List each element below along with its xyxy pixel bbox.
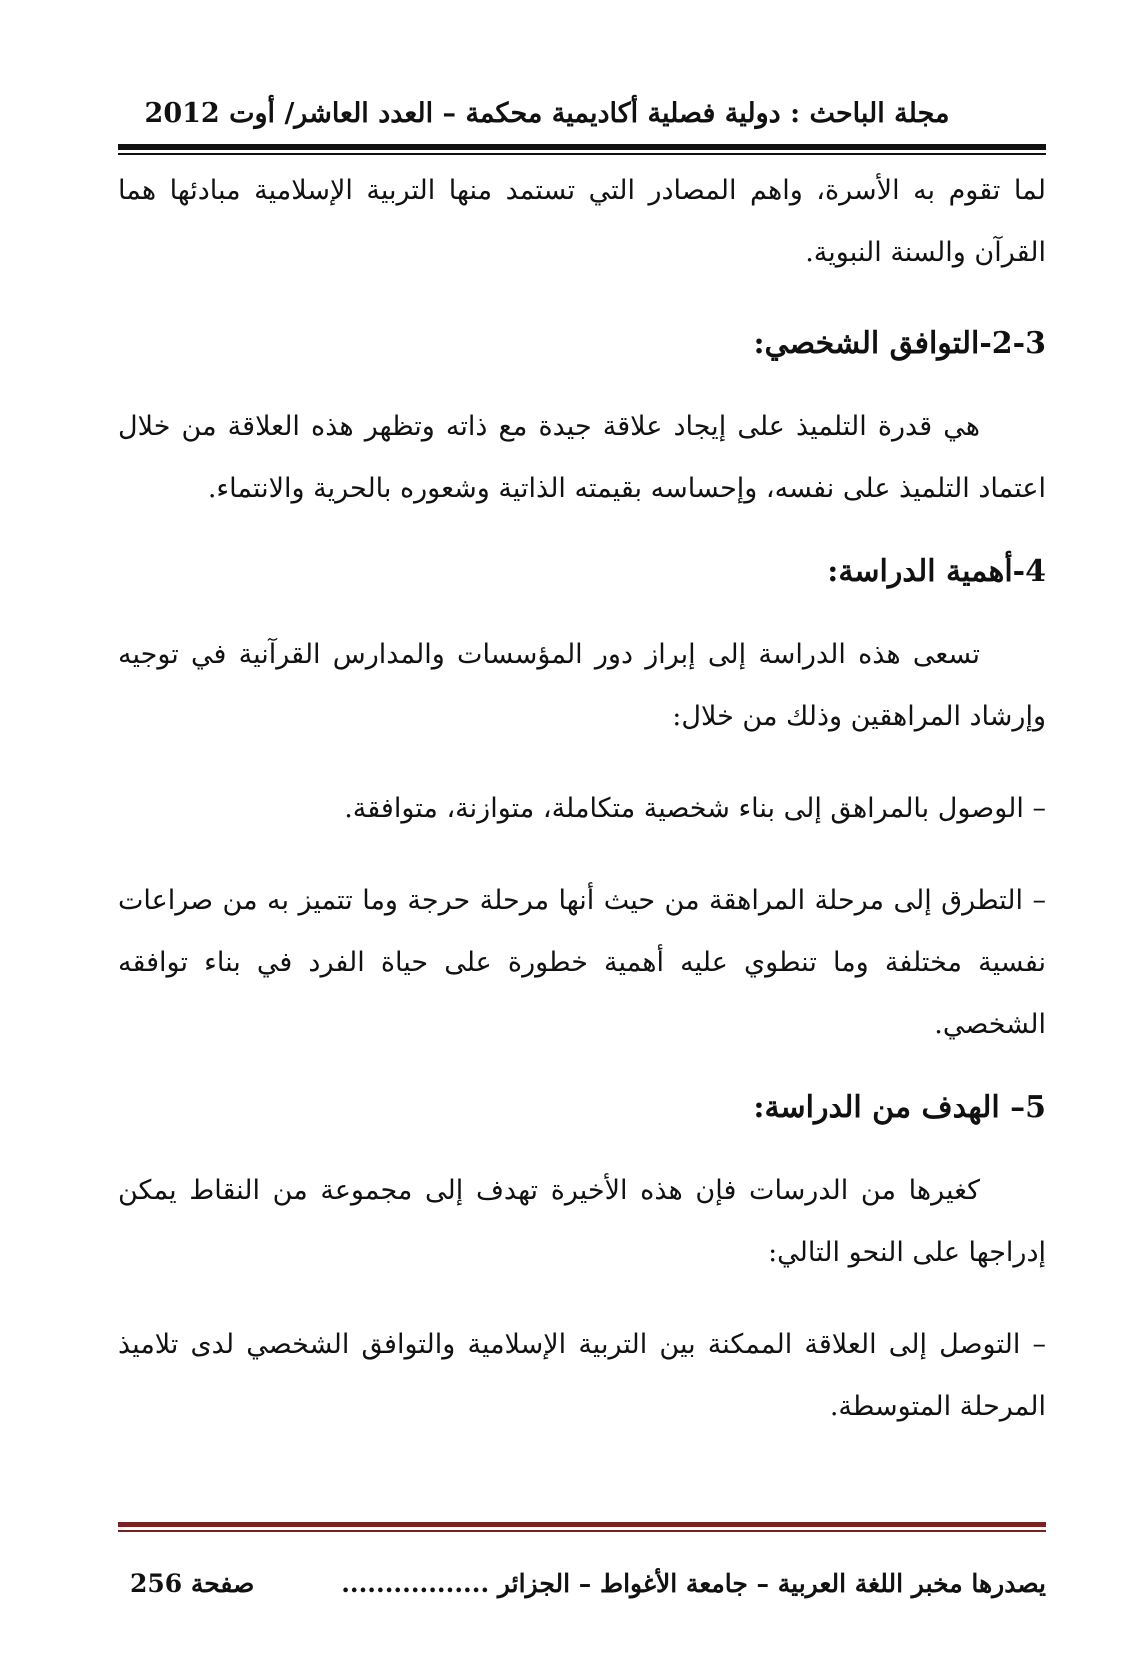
header-rule-thin bbox=[118, 153, 1046, 155]
page-number: صفحة 256 bbox=[130, 1569, 255, 1598]
paragraph-sources: لما تقوم به الأسرة، واهم المصادر التي تستمد منها التربية الإسلامية مبادئها هما القرآن والسنة النبوية. bbox=[118, 175, 1046, 268]
page-body bbox=[118, 160, 1046, 1438]
paragraph-objective: كغيرها من الدرسات فإن هذه الأخيرة تهدف إلى مجموعة من النقاط يمكن إدراجها على النحو التالي: bbox=[118, 1175, 1046, 1268]
journal-header-title: مجلة الباحث : دولية فصلية أكاديمية محكمة – العدد العاشر/ أوت 2012 bbox=[144, 98, 950, 129]
footer-rule-thick bbox=[118, 1522, 1046, 1527]
paragraph-importance: تسعى هذه الدراسة إلى إبراز دور المؤسسات والمدارس القرآنية في توجيه وإرشاد المراهقين وذلك من خلال: bbox=[118, 639, 1046, 732]
section-heading-objective: 5– الهدف من الدراسة: bbox=[753, 1090, 1046, 1125]
footer-rule-thin bbox=[118, 1530, 1046, 1532]
footer-publisher: يصدرها مخبر اللغة العربية – جامعة الأغواط – الجزائر ................. bbox=[341, 1569, 1046, 1598]
list-item-importance-1: – الوصول بالمراهق إلى بناء شخصية متكاملة، متوازنة، متوافقة. bbox=[344, 793, 1046, 824]
paragraph-definition: هي قدرة التلميذ على إيجاد علاقة جيدة مع ذاته وتظهر هذه العلاقة من خلال اعتماد التلميذ على نفسه، وإحساسه بقيمته الذاتية وشعوره بالحرية والانتماء. bbox=[118, 411, 1046, 504]
list-item-importance-2: – التطرق إلى مرحلة المراهقة من حيث أنها مرحلة حرجة وما تتميز به من صراعات نفسية مختلفة وما تنطوي عليه أهمية خطورة على حياة الفرد في بناء توافقه الشخصي. bbox=[118, 885, 1046, 1040]
header-rule-thick bbox=[118, 144, 1046, 150]
section-heading-importance: 4-أهمية الدراسة: bbox=[827, 554, 1046, 589]
list-item-objective-1: – التوصل إلى العلاقة الممكنة بين التربية الإسلامية والتوافق الشخصي لدى تلاميذ المرحلة المتوسطة. bbox=[118, 1329, 1046, 1422]
section-heading-personal-adjustment: 2-3-التوافق الشخصي: bbox=[753, 326, 1046, 361]
page-footer bbox=[118, 1562, 1046, 1606]
